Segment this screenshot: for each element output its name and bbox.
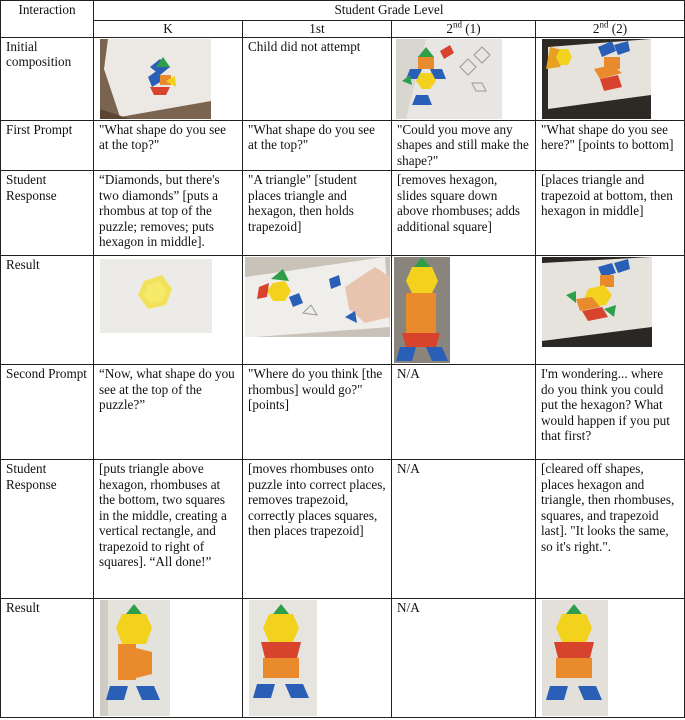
cell-2nd1-result-2: N/A (392, 599, 536, 718)
photo-2nd2-result-2 (542, 600, 608, 716)
photo-2nd2-initial (542, 39, 651, 119)
cell-k-response-1: “Diamonds, but there's two diamonds” [puts a rhombus at top of the puzzle; removes; puts hexagon in middle]. (94, 171, 243, 256)
row-label-student-response-1: Student Response (1, 171, 94, 256)
header-interaction: Interaction (1, 1, 94, 38)
photo-k-result-1 (100, 259, 212, 333)
cell-2nd1-first-prompt: "Could you move any shapes and still make the shape?" (392, 120, 536, 171)
cell-2nd1-response-1: [removes hexagon, slides square down above rhombuses; adds additional square] (392, 171, 536, 256)
row-label-result-2: Result (1, 599, 94, 718)
cell-2nd1-second-prompt: N/A (392, 365, 536, 460)
cell-k-response-2: [puts triangle above hexagon, rhombuses at the bottom, two squares in the middle, creating a vertical rectangle, and trapezoid to right of squares]. “All done!” (94, 460, 243, 599)
cell-2nd1-response-2: N/A (392, 460, 536, 599)
photo-k-result-2 (100, 600, 170, 716)
photo-1st-result-2 (249, 600, 317, 716)
row-label-result-1: Result (1, 256, 94, 365)
cell-2nd2-first-prompt: "What shape do you see here?" [points to bottom] (536, 120, 685, 171)
row-label-student-response-2: Student Response (1, 460, 94, 599)
col-header-2nd-2: 2nd (2) (536, 20, 685, 37)
col-header-1st: 1st (243, 20, 392, 37)
cell-1st-response-1: "A triangle" [student places triangle and hexagon, then holds trapezoid] (243, 171, 392, 256)
cell-1st-initial: Child did not attempt (243, 37, 392, 120)
cell-1st-first-prompt: "What shape do you see at the top?" (243, 120, 392, 171)
cell-k-second-prompt: “Now, what shape do you see at the top of the puzzle?” (94, 365, 243, 460)
photo-2nd2-result-1 (542, 257, 652, 347)
row-label-initial-composition: Initial composition (1, 37, 94, 120)
cell-1st-response-2: [moves rhombuses onto puzzle into correct places, removes trapezoid, correctly places squares, then places trapezoid] (243, 460, 392, 599)
col-header-k: K (94, 20, 243, 37)
photo-2nd1-result-1 (394, 257, 450, 363)
photo-k-initial (100, 39, 211, 119)
photo-1st-result-1 (245, 257, 390, 337)
cell-k-first-prompt: "What shape do you see at the top?" (94, 120, 243, 171)
cell-1st-second-prompt: "Where do you think [the rhombus] would go?" [points] (243, 365, 392, 460)
photo-2nd1-initial (396, 39, 502, 119)
header-student-grade-level: Student Grade Level (94, 1, 685, 21)
cell-2nd2-response-1: [places triangle and trapezoid at bottom, then hexagon in middle] (536, 171, 685, 256)
col-header-2nd-1: 2nd (1) (392, 20, 536, 37)
cell-2nd2-response-2: [cleared off shapes, places hexagon and triangle, then rhombuses, squares, and trapezoid last]. "It looks the same, so it's right.". (536, 460, 685, 599)
cell-2nd2-second-prompt: I'm wondering... where do you think you could put the hexagon? What would happen if you put that first? (536, 365, 685, 460)
row-label-second-prompt: Second Prompt (1, 365, 94, 460)
row-label-first-prompt: First Prompt (1, 120, 94, 171)
